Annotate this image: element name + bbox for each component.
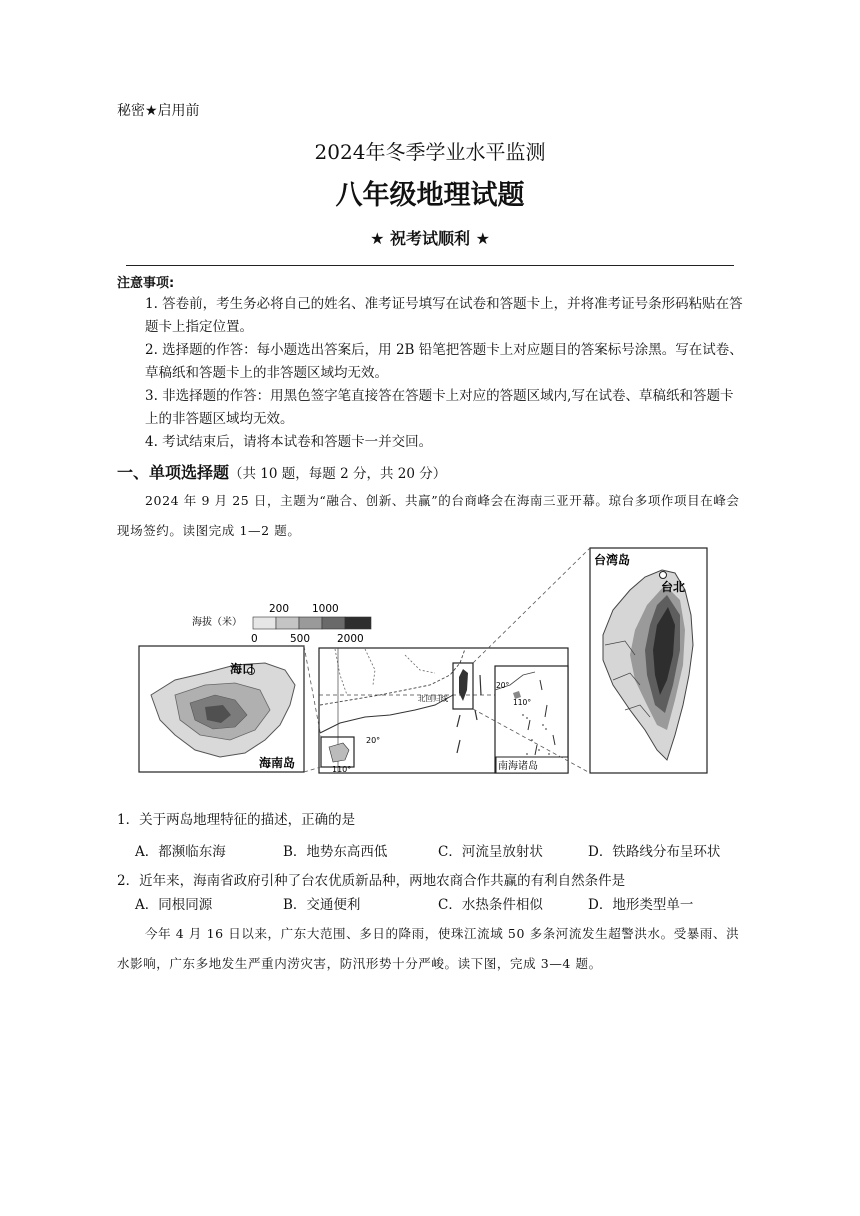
legend-swatch-2 (276, 617, 299, 629)
q2-option-d[interactable]: D．地形类型单一 (588, 897, 694, 913)
q1-option-a[interactable]: A．都濒临东海 (135, 844, 226, 860)
question-2-options (135, 893, 755, 913)
elevation-legend (253, 617, 371, 629)
q1-option-b[interactable]: B．地势东高西低 (283, 844, 388, 860)
section-subtitle: （共 10 题，每题 2 分，共 20 分） (229, 466, 447, 482)
q1-option-c[interactable]: C．河流呈放射状 (438, 844, 543, 860)
passage-1: 2024 年 9 月 25 日，主题为“融合、创新、共赢”的台商峰会在海南三亚开幕。琼台多项作项目在峰会现场签约。读图完成 1—2 题。 (117, 493, 740, 538)
taipei-label: 台北 (661, 580, 686, 594)
lat-20-label: 20° (366, 736, 381, 745)
subject-title: 八年级地理试题 (335, 180, 525, 211)
legend-tick-0: 0 (251, 633, 258, 645)
question-2-stem: 2．近年来，海南省政府引种了台农优质新品种，两地农商合作共赢的有利自然条件是 (117, 873, 626, 889)
hainan-label: 海南岛 (259, 756, 296, 770)
legend-tick-500: 500 (290, 633, 311, 645)
hainan-panel (139, 646, 304, 772)
legend-tick-200: 200 (269, 603, 290, 615)
south-sea-inset (495, 666, 568, 773)
notes-item-1: 1. 答卷前，考生务必将自己的姓名、准考证号填写在试卷和答题卡上，并将准考证号条形码粘贴在答题卡上指定位置。 (145, 296, 743, 335)
legend-swatch-3 (299, 617, 322, 629)
q1-option-d[interactable]: D．铁路线分布呈环状 (588, 844, 721, 860)
legend-tick-2000: 2000 (337, 633, 364, 645)
q2-option-b[interactable]: B．交通便利 (283, 897, 361, 913)
notes-heading: 注意事项: (117, 276, 175, 291)
taipei-marker (660, 572, 667, 579)
passage-2: 今年 4 月 16 日以来，广东大范围、多日的降雨，使珠江流域 50 多条河流发生超警洪水。受暴雨、洪水影响，广东多地发生严重内涝灾害，防汛形势十分严峻。读下图，完成 3—4 题。 (117, 926, 740, 971)
q2-option-c[interactable]: C．水热条件相似 (438, 897, 543, 913)
haikou-label: 海口 (230, 662, 255, 676)
exam-title: 2024年冬季学业水平监测 (314, 140, 546, 164)
q2-option-a[interactable]: A．同根同源 (135, 897, 213, 913)
wish-line: ★ 祝考试顺利 ★ (370, 229, 490, 248)
south-sea-label: 南海诸岛 (498, 761, 538, 772)
inset-lat-label: 20° (496, 681, 510, 690)
inset-lon-label: 110° (513, 698, 532, 707)
section-title (117, 460, 446, 483)
notes-item-4: 4. 考试结束后，请将本试卷和答题卡一并交回。 (145, 434, 433, 450)
legend-swatch-1 (253, 617, 276, 629)
header-divider (126, 265, 734, 266)
notes-item-3: 3. 非选择题的作答：用黑色签字笔直接答在答题卡上对应的答题区域内,写在试卷、草稿纸和答题卡上的非答题区域均无效。 (145, 388, 734, 427)
map-figure (135, 545, 720, 777)
taiwan-panel (590, 548, 707, 773)
lon-110-label: 110° (332, 765, 352, 774)
legend-swatch-5 (345, 617, 371, 629)
tropic-label: 北回归线 (418, 694, 448, 703)
legend-swatch-4 (322, 617, 345, 629)
question-1-stem: 1．关于两岛地理特征的描述，正确的是 (117, 812, 356, 828)
secret-mark: 秘密★启用前 (117, 103, 200, 119)
taiwan-label: 台湾岛 (594, 553, 631, 567)
legend-tick-1000: 1000 (312, 603, 339, 615)
section-title-text: 一、单项选择题 (117, 463, 230, 482)
legend-title: 海拔（米） (192, 617, 242, 628)
notes-item-2: 2. 选择题的作答：每小题选出答案后，用 2B 铅笔把答题卡上对应题目的答案标号涂黑。写在试卷、草稿纸和答题卡上的非答题区域均无效。 (145, 342, 743, 381)
question-1-options (135, 840, 755, 860)
